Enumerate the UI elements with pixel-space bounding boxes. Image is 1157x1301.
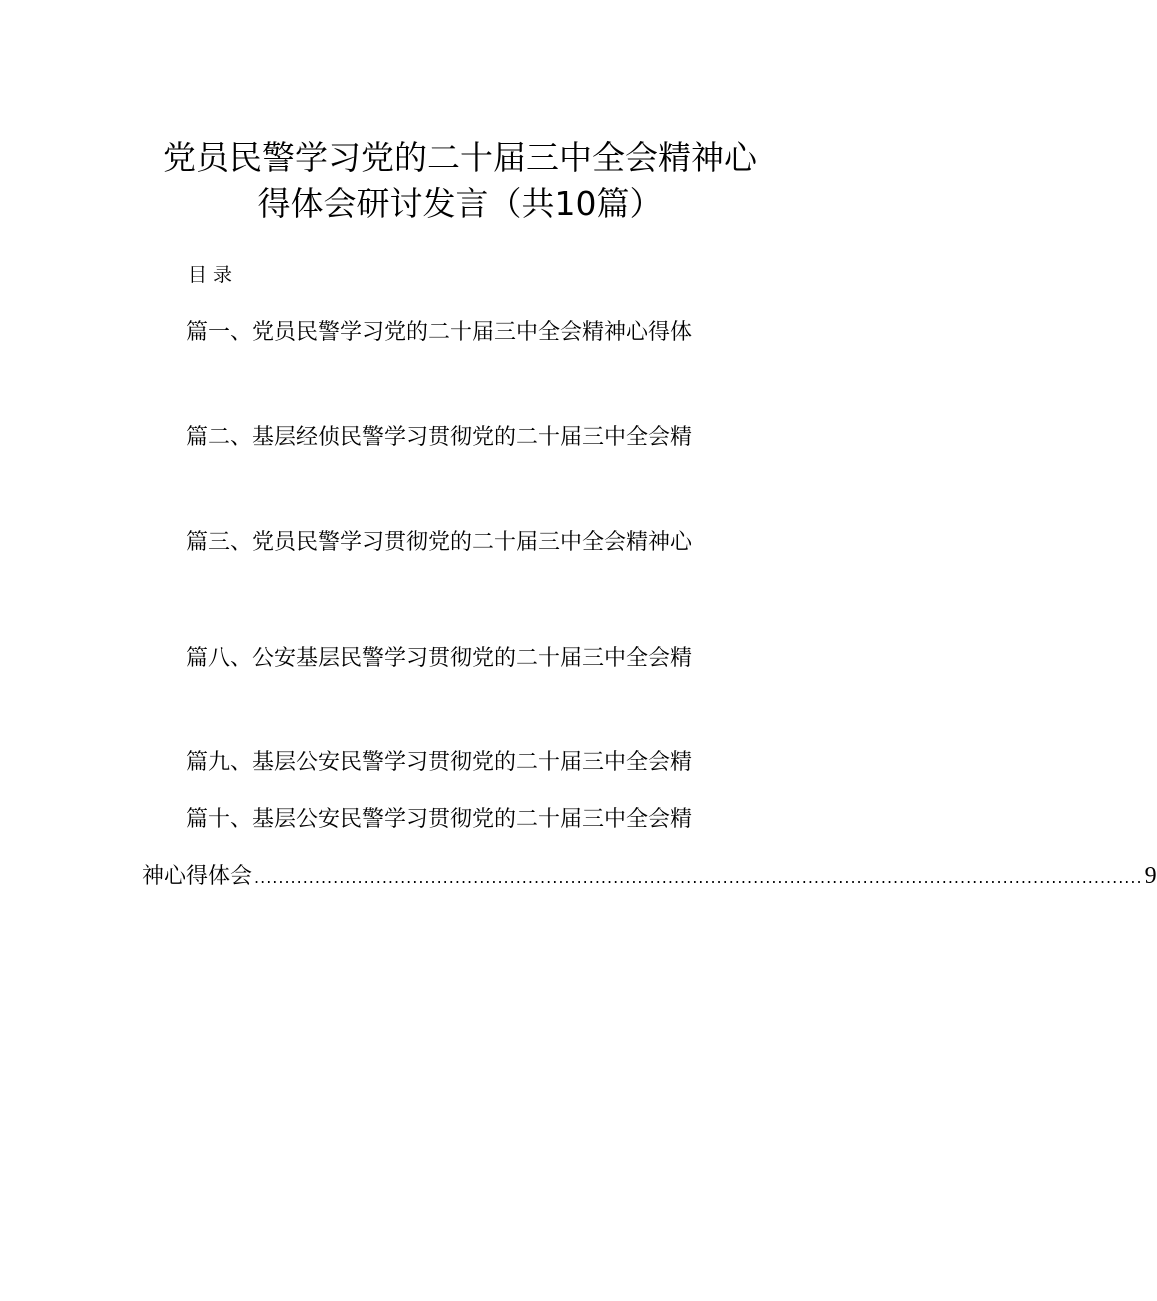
toc-entry[interactable]: 篇一、党员民警学习党的二十届三中全会精神心得体: [186, 320, 693, 345]
document-title-line-2: 得体会研讨发言（共10篇）: [257, 184, 663, 223]
toc-entry[interactable]: 篇二、基层经侦民警学习贯彻党的二十届三中全会精: [186, 425, 693, 450]
toc-page-number: 9: [1144, 863, 1157, 889]
document-title-line-1: 党员民警学习党的二十届三中全会精神心: [163, 138, 757, 177]
toc-entry-continuation[interactable]: [142, 861, 1157, 891]
toc-entry-continuation-text: 神心得体会: [142, 864, 253, 889]
toc-entry[interactable]: 篇八、公安基层民警学习贯彻党的二十届三中全会精: [186, 646, 693, 671]
toc-heading: 目录: [188, 264, 239, 286]
toc-entry[interactable]: 篇九、基层公安民警学习贯彻党的二十届三中全会精: [186, 750, 693, 775]
toc-entry[interactable]: 篇十、基层公安民警学习贯彻党的二十届三中全会精: [186, 807, 693, 832]
toc-entry[interactable]: 篇三、党员民警学习贯彻党的二十届三中全会精神心: [186, 530, 693, 555]
toc-leader-dots: ..................................................................................................................................................: [254, 868, 1143, 887]
